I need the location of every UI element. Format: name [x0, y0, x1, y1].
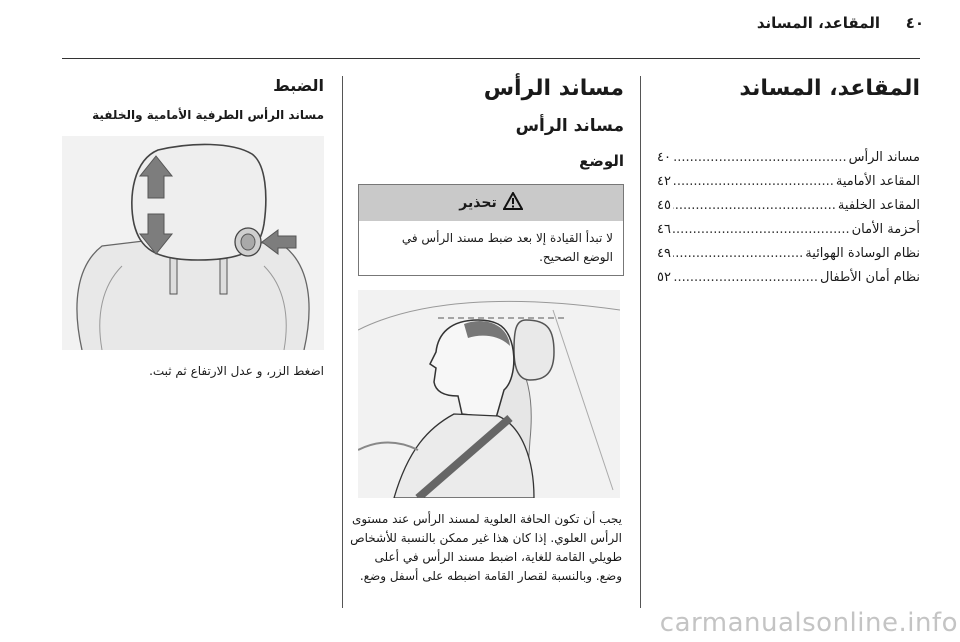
- chapter-title: المقاعد، المساند: [739, 76, 920, 101]
- toc-item[interactable]: [657, 150, 920, 174]
- headrest-position-illustration: [358, 290, 620, 498]
- watermark-text: carmanualsonline.info: [659, 608, 958, 638]
- toc-item-label: المقاعد الخلفية: [837, 198, 920, 213]
- toc-item[interactable]: [657, 174, 920, 198]
- adjustment-heading: الضبط: [273, 76, 324, 95]
- toc-item[interactable]: [657, 198, 920, 222]
- page-header-title: المقاعد، المساند: [756, 14, 880, 32]
- toc-item-page: ٤٩: [657, 246, 671, 261]
- warning-text: لا تبدأ القيادة إلا بعد ضبط مسند الرأس في الوضع الصحيح.: [401, 231, 613, 264]
- toc-item-page: ٤٠: [657, 150, 671, 165]
- toc-item-page: ٤٥: [657, 198, 671, 213]
- header-rule: [62, 58, 920, 59]
- section-subtitle: مساند الرأس: [515, 116, 624, 136]
- toc-item[interactable]: [657, 246, 920, 270]
- toc-leader-dots: [673, 222, 850, 237]
- section-title: مساند الرأس: [483, 76, 624, 101]
- figure-caption: اضغط الزر، و عدل الارتفاع ثم ثبت.: [149, 364, 324, 378]
- warning-box: [358, 184, 624, 276]
- page-number: ٤٠: [905, 14, 924, 32]
- toc-leader-dots: [673, 198, 836, 213]
- column-divider-right: [640, 76, 641, 608]
- table-of-contents: [657, 150, 920, 294]
- toc-item[interactable]: [657, 270, 920, 294]
- subsection-heading: الوضع: [579, 152, 624, 170]
- toc-item-label: المقاعد الأمامية: [835, 174, 920, 189]
- adjustment-subheading: مساند الرأس الطرفية الأمامية والخلفية: [92, 108, 324, 122]
- toc-item-label: أحزمة الأمان: [851, 222, 920, 237]
- toc-item-label: مساند الرأس: [848, 150, 920, 165]
- warning-title: تحذير: [459, 195, 497, 211]
- toc-leader-dots: [673, 246, 803, 261]
- toc-item-page: ٤٢: [657, 174, 671, 189]
- headrest-adjustment-illustration: [62, 136, 324, 350]
- column-divider-left: [342, 76, 343, 608]
- toc-item-page: ٥٢: [657, 270, 671, 285]
- toc-item-page: ٤٦: [657, 222, 671, 237]
- toc-leader-dots: [673, 174, 834, 189]
- toc-item-label: نظام أمان الأطفال: [820, 270, 920, 285]
- toc-item-label: نظام الوسادة الهوائية: [805, 246, 920, 261]
- toc-leader-dots: [673, 270, 818, 285]
- body-paragraph: يجب أن تكون الحافة العلوية لمسند الرأس عند مستوى الرأس العلوي. إذا كان هذا غير ممكن بالنسبة للأشخاص طويلي القامة للغاية، اضبط مسند الرأس في أعلى وضع. وبالنسبة لقصار القامة اضبطه على أسفل وضع.: [350, 512, 622, 583]
- toc-leader-dots: [673, 150, 847, 165]
- warning-header: [359, 185, 623, 221]
- toc-item[interactable]: [657, 222, 920, 246]
- warning-triangle-icon: [503, 192, 523, 214]
